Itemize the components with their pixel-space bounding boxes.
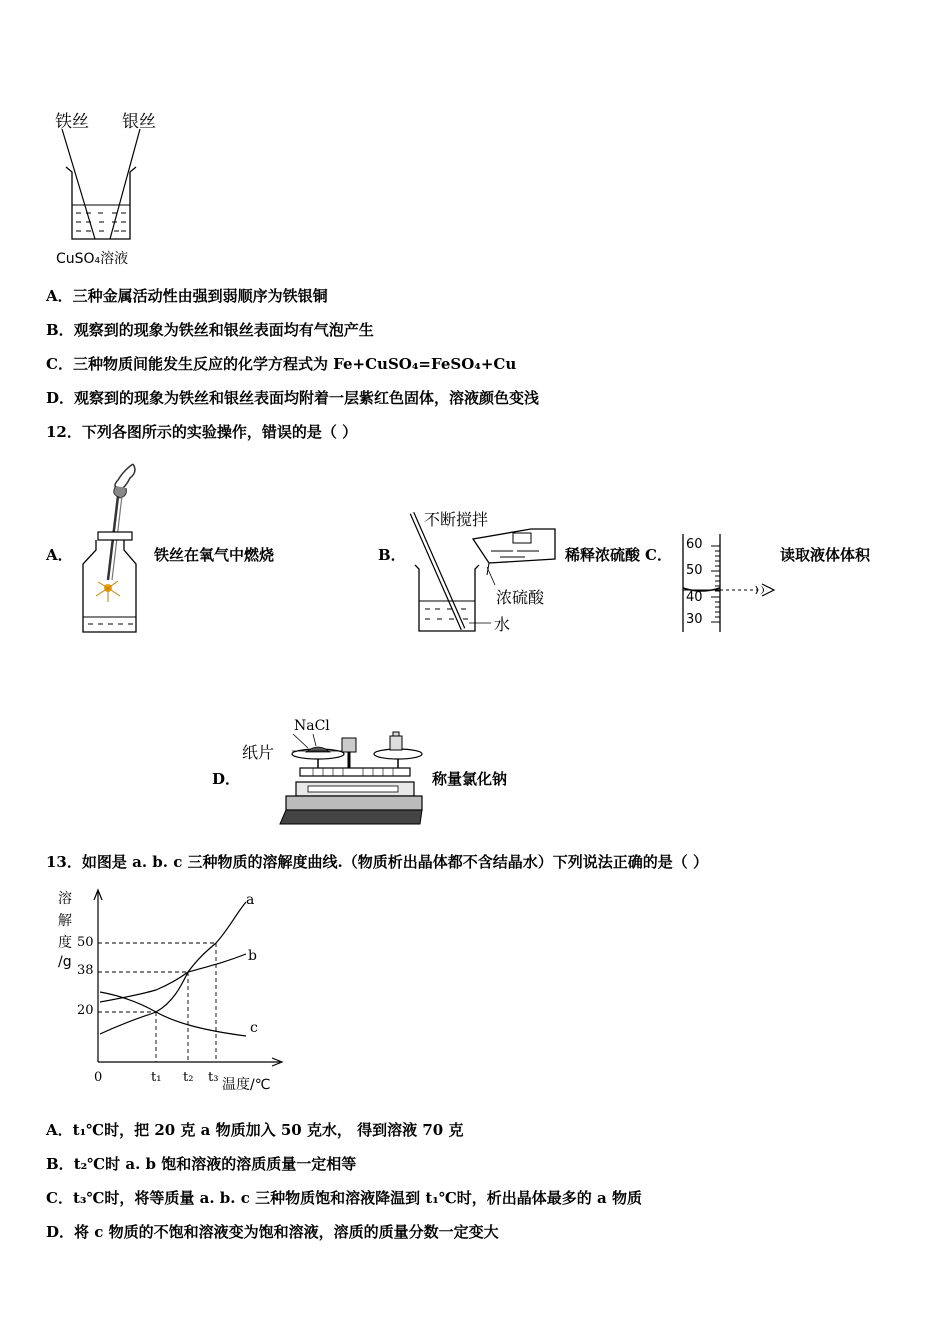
cylinder-tick-50: 50: [686, 563, 703, 578]
cylinder-tick-40: 40: [686, 590, 703, 605]
x-tick-t1: t₁: [151, 1070, 162, 1085]
cylinder-tick-60: 60: [686, 537, 703, 552]
water-label: 水: [494, 615, 511, 634]
q13-option-b: B．t₂℃时 a. b 饱和溶液的溶质质量一定相等: [46, 1155, 357, 1173]
x-tick-0: 0: [94, 1070, 103, 1085]
solubility-chart: [50, 886, 290, 1096]
y-label-3: 度: [58, 935, 72, 951]
y-label-1: 溶: [58, 891, 72, 907]
q13-stem: 13．如图是 a. b. c 三种物质的溶解度曲线.（物质析出晶体都不含结晶水）下列说法正确的是（ ）: [46, 853, 708, 871]
x-axis-label: 温度/℃: [222, 1077, 271, 1093]
series-label-a: a: [246, 892, 255, 908]
y-tick-20: 20: [77, 1003, 94, 1018]
q13-option-d: D．将 c 物质的不饱和溶液变为饱和溶液，溶质的质量分数一定变大: [46, 1223, 499, 1241]
x-tick-t3: t₃: [208, 1070, 219, 1085]
q11-option-c: C．三种物质间能发生反应的化学方程式为 Fe+CuSO₄=FeSO₄+Cu: [46, 355, 517, 373]
cylinder-tick-30: 30: [686, 612, 703, 627]
y-tick-38: 38: [77, 963, 94, 978]
q12-d-caption: 称量氯化钠: [432, 770, 508, 788]
balance-figure: [278, 730, 423, 828]
iron-burning-figure: [78, 460, 148, 635]
iron-wire-label: 铁丝: [55, 112, 89, 132]
q12-a-letter: A．: [46, 546, 73, 564]
curve-a: [100, 902, 246, 1034]
q12-c-caption: 读取液体体积: [780, 546, 871, 564]
series-label-b: b: [248, 948, 257, 964]
q11-option-b: B．观察到的现象为铁丝和银丝表面均有气泡产生: [46, 321, 374, 339]
y-tick-50: 50: [77, 935, 94, 950]
q12-a-caption: 铁丝在氧气中燃烧: [154, 546, 275, 564]
paper-label: 纸片: [242, 743, 275, 762]
nacl-label: NaCl: [294, 718, 330, 734]
silver-wire-label: 银丝: [122, 112, 156, 132]
q12-c-letter: C．: [645, 546, 672, 564]
q11-option-d: D．观察到的现象为铁丝和银丝表面均附着一层紫红色固体，溶液颜色变浅: [46, 389, 540, 407]
stir-label: 不断搅拌: [424, 510, 489, 529]
cuso4-solution-label: CuSO₄溶液: [56, 251, 129, 267]
q12-b-caption: 稀释浓硫酸: [565, 546, 641, 564]
q13-option-a: A．t₁℃时，把 20 克 a 物质加入 50 克水， 得到溶液 70 克: [46, 1121, 464, 1139]
beaker-drawing: [50, 127, 170, 252]
y-label-4: /g: [58, 954, 72, 970]
y-label-2: 解: [58, 913, 72, 929]
q11-option-a: A．三种金属活动性由强到弱顺序为铁银铜: [46, 287, 328, 305]
solubility-chart-svg: [50, 886, 290, 1096]
curve-b: [100, 954, 246, 1002]
q12-b-letter: B．: [378, 546, 406, 564]
q12-stem: 12．下列各图所示的实验操作，错误的是（ ）: [46, 423, 358, 441]
beaker-figure: [50, 105, 170, 275]
curve-c: [100, 992, 246, 1036]
q13-option-c: C．t₃℃时，将等质量 a. b. c 三种物质饱和溶液降温到 t₁℃时，析出晶体最多的 a 物质: [46, 1189, 642, 1207]
concentrated-acid-label: 浓硫酸: [496, 588, 545, 607]
series-label-c: c: [250, 1020, 258, 1036]
q12-d-letter: D．: [212, 770, 241, 788]
x-tick-t2: t₂: [183, 1070, 194, 1085]
